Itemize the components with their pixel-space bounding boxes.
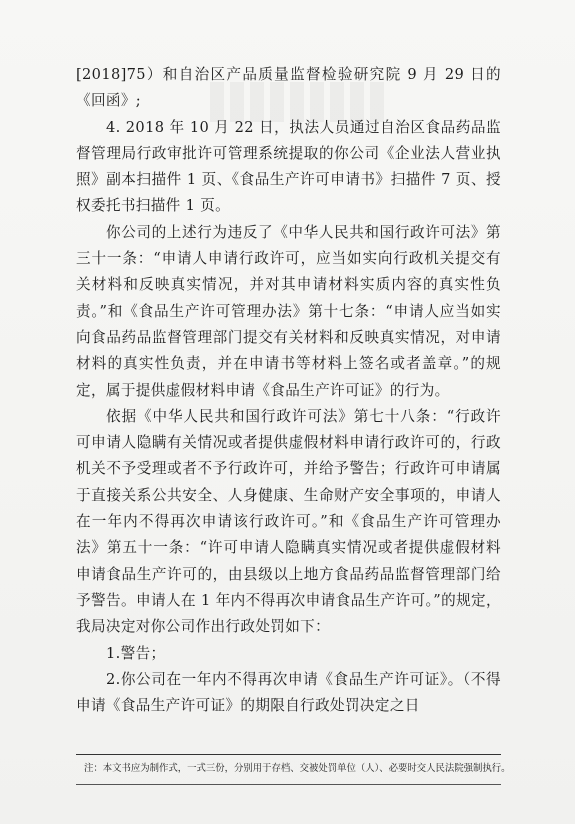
paragraph-reference-letter: [2018]75）和自治区产品质量监督检验研究院 9 月 29 日的《回函》; <box>76 66 501 110</box>
footer-divider-top <box>76 754 501 755</box>
penalty-item-2: 2.你公司在一年内不得再次申请《食品生产许可证》。（不得申请《食品生产许可证》的期限自行政处罚决定之日 <box>76 670 501 715</box>
paragraph-violation: 你公司的上述行为违反了《中华人民共和国行政许可法》第三十一条：“申请人申请行政许可，应当如实向行政机关提交有关材料和反映真实情况，并对其申请材料实质内容的真实性负责。”和《食品生产许可管理办法》第十七条：“申请人应当如实向食品药品监督管理部门提交有关材料和反映真实情况，对申请材料的真实性负责，并在申请书等材料上签名或者盖章。”的规定，属于提供虚假材料申请《食品生产许可证》的行为。 <box>76 223 501 399</box>
footer-divider-bottom <box>76 784 501 785</box>
paragraph-legal-basis: 依据《中华人民共和国行政许可法》第七十八条：“行政许可申请人隐瞒有关情况或者提供虚假材料申请行政许可的，行政机关不予受理或者不予行政许可，并给予警告；行政许可申请属于直接关系公共安全、人身健康、生命财产安全事项的，申请人在一年内不得再次申请该行政许可。”和《食品生产许可管理办法》第五十一条：“许可申请人隐瞒真实情况或者提供虚假材料申请食品生产许可的，由县级以上地方食品药品监督管理部门给予警告。申请人在 1 年内不得再次申请食品生产许可。”的规定，我局决定对你公司作出行政处罚如下： <box>76 407 501 636</box>
footer-note: 注：本文书应为制作式，一式三份，分别用于存档、交被处罚单位（人）、必要时交人民法院强制执行。 <box>84 763 511 774</box>
penalty-item-1: 1.警告； <box>106 644 166 662</box>
document-body <box>76 62 501 719</box>
paragraph-evidence-item-4: 4. 2018 年 10 月 22 日，执法人员通过自治区食品药品监督管理局行政审批许可管理系统提取的你公司《企业法人营业执照》副本扫描件 1 页、《食品生产许可申请书》扫描件 7 页、授权委托书扫描件 1 页。 <box>76 118 501 215</box>
